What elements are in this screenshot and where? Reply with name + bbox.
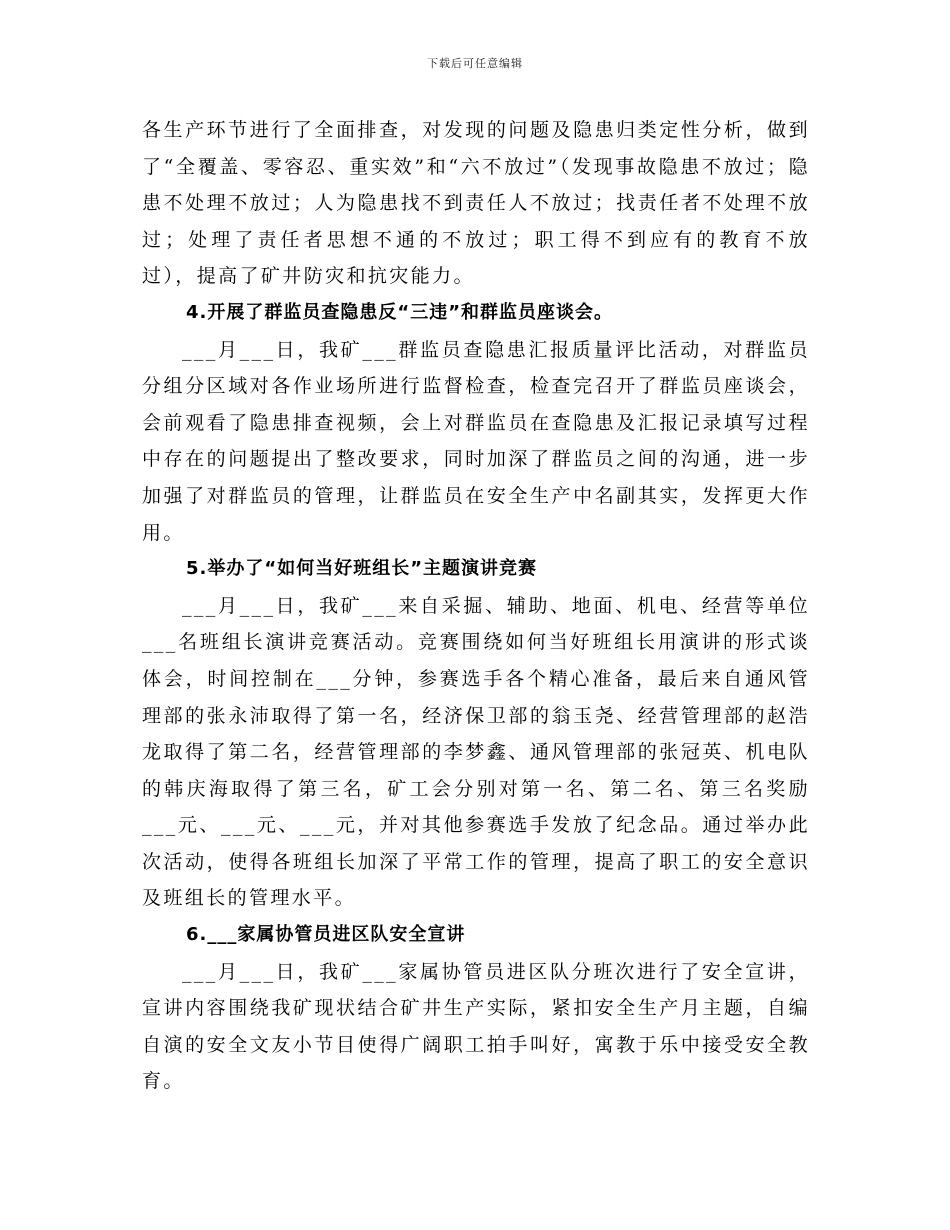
paragraph-section-6: ___月___日，我矿___家属协管员进区队分班次进行了安全宣讲，宣讲内容围绕我矿现状结合矿井生产实际，紧扣安全生产月主题，自编自演的安全文友小节目使得广阔职工拍手叫好，寓教于乐中接受安全教育。 xyxy=(142,960,810,1093)
page-header: 下载后可任意编辑 xyxy=(427,57,523,70)
paragraph-section-4: ___月___日，我矿___群监员查隐患汇报质量评比活动，对群监员分组分区域对各作业场所进行监督检查，检查完召开了群监员座谈会，会前观看了隐患排查视频，会上对群监员在查隐患及汇报记录填写过程中存在的问题提出了整改要求，同时加深了群监员之间的沟通，进一步加强了对群监员的管理，让群监员在安全生产中名副其实，发挥更大作用。 xyxy=(142,338,810,544)
section-heading-6: 6.___家属协管员进区队安全宣讲 xyxy=(186,924,466,946)
paragraph-section-5: ___月___日，我矿___来自采掘、辅助、地面、机电、经营等单位___名班组长演讲竞赛活动。竞赛围绕如何当好班组长用演讲的形式谈体会，时间控制在___分钟，参赛选手各个精心准备，最后来自通风管理部的张永沛取得了第一名，经济保卫部的翁玉尧、经营管理部的赵浩龙取得了第二名，经营管理部的李梦鑫、通风管理部的张冠英、机电队的韩庆海取得了第三名，矿工会分别对第一名、第二名、第三名奖励___元、___元、___元，并对其他参赛选手发放了纪念品。通过举办此次活动，使得各班组长加深了平常工作的管理，提高了职工的安全意识及班组长的管理水平。 xyxy=(142,594,810,910)
section-heading-4: 4.开展了群监员查隐患反“三违”和群监员座谈会。 xyxy=(186,301,614,323)
paragraph-intro: 各生产环节进行了全面排查，对发现的问题及隐患归类定性分析，做到了“全覆盖、零容忍、重实效”和“六不放过”（发现事故隐患不放过；隐患不处理不放过；人为隐患找不到责任人不放过；找责任者不处理不放过；处理了责任者思想不通的不放过；职工得不到应有的教育不放过），提高了矿井防灾和抗灾能力。 xyxy=(142,119,810,288)
document-body xyxy=(142,112,810,1100)
section-heading-5: 5.举办了“如何当好班组长”主题演讲竞赛 xyxy=(186,558,538,580)
